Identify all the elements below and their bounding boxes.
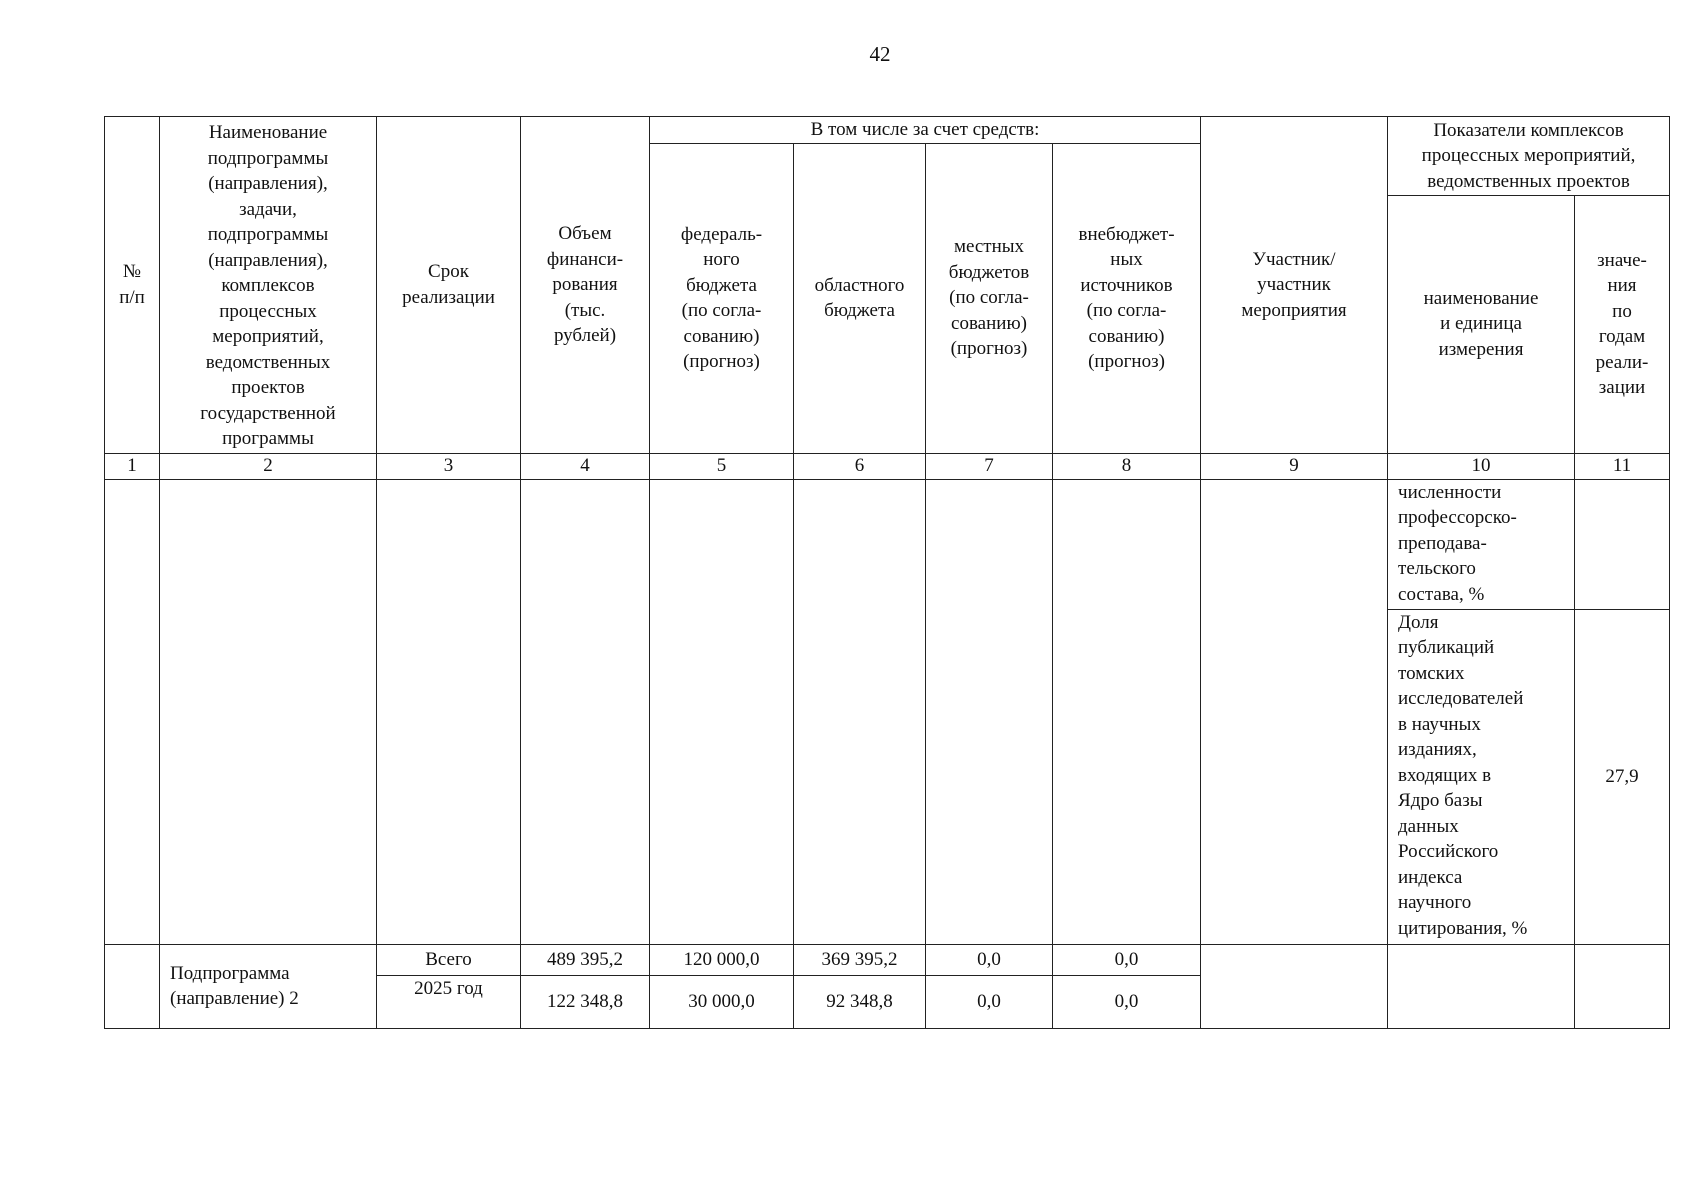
- header-participant: Участник/ участник мероприятия: [1201, 117, 1388, 454]
- empty-cell: [650, 479, 794, 944]
- period: 2025 год: [377, 975, 521, 1028]
- header-period: Срок реализации: [377, 117, 521, 454]
- header-indicators-group: Показатели комплексов процессных мероприятий, ведомственных проектов: [1388, 117, 1670, 196]
- indicator-name: численности профессорско- преподава- тельского состава, %: [1388, 479, 1575, 609]
- empty-cell: [1388, 944, 1575, 1028]
- empty-cell: [377, 479, 521, 944]
- indicator-value: 27,9: [1575, 609, 1670, 944]
- empty-cell: [1053, 479, 1201, 944]
- header-extrabudget: внебюджет- ных источников (по согла- сованию) (прогноз): [1053, 143, 1201, 453]
- column-number: 7: [926, 453, 1053, 479]
- indicator-name: Доля публикаций томских исследователей в научных изданиях, входящих в Ядро базы данных Российского индекса научного цитирования, %: [1388, 609, 1575, 944]
- header-volume: Объем финанси- рования (тыс. рублей): [521, 117, 650, 454]
- local-amount: 0,0: [926, 944, 1053, 975]
- header-regional: областного бюджета: [794, 143, 926, 453]
- empty-cell: [105, 479, 160, 944]
- column-number: 4: [521, 453, 650, 479]
- extrabudget-amount: 0,0: [1053, 975, 1201, 1028]
- empty-cell: [1575, 944, 1670, 1028]
- column-number-row: [105, 453, 1670, 479]
- total-amount: 489 395,2: [521, 944, 650, 975]
- local-amount: 0,0: [926, 975, 1053, 1028]
- extrabudget-amount: 0,0: [1053, 944, 1201, 975]
- page-number: 42: [869, 42, 891, 66]
- header-local: местных бюджетов (по согла- сованию) (прогноз): [926, 143, 1053, 453]
- header-number: № п/п: [105, 117, 160, 454]
- empty-cell: [160, 479, 377, 944]
- indicator-value: [1575, 479, 1670, 609]
- regional-amount: 369 395,2: [794, 944, 926, 975]
- column-number: 3: [377, 453, 521, 479]
- empty-cell: [105, 944, 160, 1028]
- total-amount: 122 348,8: [521, 975, 650, 1028]
- subprogram-name: Подпрограмма (направление) 2: [160, 944, 377, 1028]
- header-name: Наименование подпрограммы (направления), задачи, подпрограммы (направления), комплексов процессных мероприятий, ведомственных проектов государственной программы: [160, 117, 377, 454]
- empty-cell: [1201, 944, 1388, 1028]
- empty-cell: [794, 479, 926, 944]
- column-number: 6: [794, 453, 926, 479]
- column-number: 5: [650, 453, 794, 479]
- column-number: 8: [1053, 453, 1201, 479]
- empty-cell: [521, 479, 650, 944]
- column-number: 11: [1575, 453, 1670, 479]
- column-number: 10: [1388, 453, 1575, 479]
- column-number: 1: [105, 453, 160, 479]
- period: Всего: [377, 944, 521, 975]
- federal-amount: 120 000,0: [650, 944, 794, 975]
- header-indicator-values: значе- ния по годам реали- зации: [1575, 195, 1670, 453]
- empty-cell: [1201, 479, 1388, 944]
- regional-amount: 92 348,8: [794, 975, 926, 1028]
- column-number: 9: [1201, 453, 1388, 479]
- header-funding-group: В том числе за счет средств:: [650, 117, 1201, 144]
- column-number: 2: [160, 453, 377, 479]
- empty-cell: [926, 479, 1053, 944]
- continuation-row: [105, 479, 1670, 609]
- program-table: [104, 116, 1670, 1029]
- federal-amount: 30 000,0: [650, 975, 794, 1028]
- subprogram-total-row: [105, 944, 1670, 975]
- header-indicator-name: наименование и единица измерения: [1388, 195, 1575, 453]
- header-federal: федераль- ного бюджета (по согла- сованию) (прогноз): [650, 143, 794, 453]
